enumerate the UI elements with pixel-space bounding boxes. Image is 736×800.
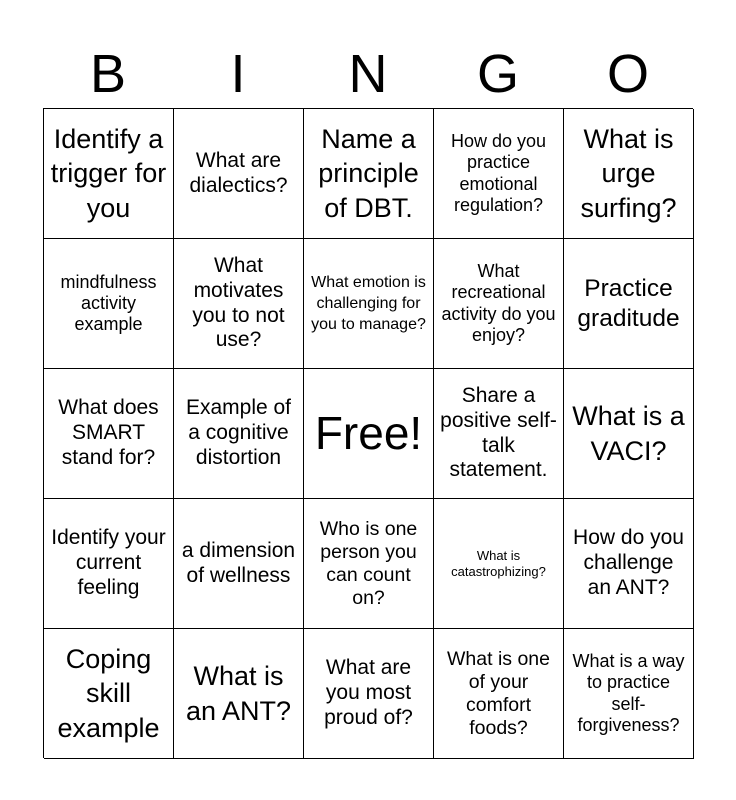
header-letter-n: N — [348, 44, 388, 104]
bingo-cell[interactable]: How do you challenge an ANT? — [564, 499, 694, 629]
bingo-cell[interactable]: What are dialectics? — [174, 109, 304, 239]
header-letter-b: B — [89, 44, 127, 104]
bingo-cell[interactable]: What is urge surfing? — [564, 109, 694, 239]
bingo-cell[interactable]: What recreational activity do you enjoy? — [434, 239, 564, 369]
header-letter-o: O — [606, 44, 649, 104]
bingo-cell[interactable]: a dimension of wellness — [174, 499, 304, 629]
free-space-cell[interactable]: Free! — [304, 369, 434, 499]
bingo-cell[interactable]: Who is one person you can count on? — [304, 499, 434, 629]
bingo-cell[interactable]: mindfulness activity example — [44, 239, 174, 369]
header-letter-i: I — [230, 44, 246, 104]
bingo-cell[interactable]: Name a principle of DBT. — [304, 109, 434, 239]
bingo-header — [43, 40, 693, 108]
bingo-cell[interactable]: Coping skill example — [44, 629, 174, 759]
bingo-cell[interactable]: What is a way to practice self-forgiveness? — [564, 629, 694, 759]
header-letter-g: G — [476, 44, 519, 104]
bingo-cell[interactable]: What emotion is challenging for you to manage? — [304, 239, 434, 369]
bingo-cell[interactable]: Practice graditude — [564, 239, 694, 369]
bingo-grid — [43, 108, 693, 758]
bingo-cell[interactable]: What does SMART stand for? — [44, 369, 174, 499]
bingo-cell[interactable]: How do you practice emotional regulation? — [434, 109, 564, 239]
bingo-cell[interactable]: What is an ANT? — [174, 629, 304, 759]
bingo-cell[interactable]: What motivates you to not use? — [174, 239, 304, 369]
bingo-cell[interactable]: What is one of your comfort foods? — [434, 629, 564, 759]
bingo-cell[interactable]: What is catastrophizing? — [434, 499, 564, 629]
bingo-cell[interactable]: Identify your current feeling — [44, 499, 174, 629]
bingo-cell[interactable]: Example of a cognitive distortion — [174, 369, 304, 499]
bingo-cell[interactable]: What are you most proud of? — [304, 629, 434, 759]
bingo-cell[interactable]: Share a positive self-talk statement. — [434, 369, 564, 499]
bingo-cell[interactable]: What is a VACI? — [564, 369, 694, 499]
bingo-cell[interactable]: Identify a trigger for you — [44, 109, 174, 239]
